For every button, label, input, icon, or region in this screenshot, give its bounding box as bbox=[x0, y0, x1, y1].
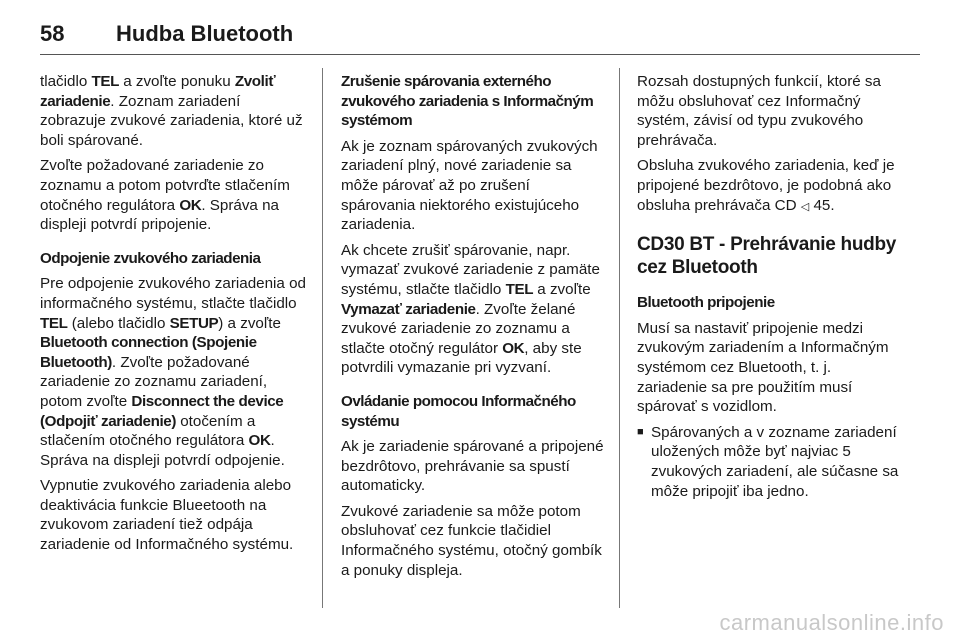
column-divider bbox=[619, 68, 620, 608]
chapter-title: Hudba Bluetooth bbox=[116, 21, 294, 46]
subheading: Zrušenie spárovania externého zvukového zariadenia s Informačným systémom bbox=[341, 73, 594, 130]
paragraph: Ak je zariadenie spárované a pripojené bezdrôtovo, prehrávanie sa spustí automaticky. bbox=[341, 438, 604, 495]
bullet-square-icon: ■ bbox=[637, 425, 644, 438]
paragraph: Ak chcete zrušiť spárovanie, napr. vymazať zvukové zariadenie z pamäte systému, stlačte tlačidlo TEL a zvoľte Vymazať zariadenie. Zvoľte želané zvukové zariadenie zo zoznamu a stlačte otočný regulátor OK, aby ste potvrdili vymazanie pri vyzvaní. bbox=[341, 241, 600, 377]
column-2 bbox=[341, 72, 607, 586]
watermark: carmanualsonline.info bbox=[719, 610, 944, 635]
paragraph: tlačidlo TEL a zvoľte ponuku Zvoliť zariadenie. Zoznam zariadení zobrazuje zvukové zariadenia, ktoré už boli spárované. bbox=[40, 73, 303, 149]
paragraph: Vypnutie zvukového zariadenia alebo deaktivácia funkcie Blueetooth na zvukovom zariadení tiež odpája zariadenie od Informačného systému. bbox=[40, 477, 294, 554]
subheading: Odpojenie zvukového zariadenia bbox=[40, 249, 261, 267]
section-title: CD30 BT - Prehrávanie hudby cez Bluetooth bbox=[637, 234, 897, 279]
column-divider bbox=[322, 68, 323, 608]
paragraph: Obsluha zvukového zariadenia, keď je pripojené bezdrôtovo, je podobná ako obsluha prehrávača CD ◁ 45. bbox=[637, 157, 895, 214]
paragraph: Rozsah dostupných funkcií, ktoré sa môžu obsluhovať cez Informačný systém, závisí od typu zvukového prehrávača. bbox=[637, 73, 881, 149]
page-reference-arrow-icon: ◁ bbox=[800, 200, 810, 213]
page-number: 58 bbox=[40, 21, 65, 46]
paragraph: Musí sa nastaviť pripojenie medzi zvukovým zariadením a Informačným systémom cez Bluetooth, t. j. zariadenie sa pre použitím musí spárovať s vozidlom. bbox=[637, 319, 889, 416]
subheading: Ovládanie pomocou Informačného systému bbox=[341, 392, 576, 430]
paragraph: Zvoľte požadované zariadenie zo zoznamu a potom potvrďte stlačením otočného regulátora OK. Správa na displeji potvrdí pripojenie. bbox=[40, 157, 290, 234]
page-header bbox=[40, 14, 920, 55]
column-1 bbox=[40, 72, 306, 561]
list-item-text: Spárovaných a v zozname zariadení uložených môže byť najviac 5 zvukových zariadení, ale súčasne sa môže pripojiť iba jedno. bbox=[651, 423, 899, 500]
column-3 bbox=[637, 72, 905, 501]
paragraph: Pre odpojenie zvukového zariadenia od informačného systému, stlačte tlačidlo TEL (alebo tlačidlo SETUP) a zvoľte Bluetooth connection (Spojenie Bluetooth). Zvoľte požadované zariadenie zo zoznamu zariadení, potom zvoľte Disconnect the device (Odpojiť zariadenie) otočením a stlačením otočného regulátora OK. Správa na displeji potvrdí odpojenie. bbox=[40, 275, 306, 469]
list-item bbox=[637, 423, 905, 501]
subheading: Bluetooth pripojenie bbox=[637, 294, 775, 312]
paragraph: Zvukové zariadenie sa môže potom obsluhovať cez funkcie tlačidiel Informačného systému, otočný gombík a ponuky displeja. bbox=[341, 502, 602, 579]
paragraph: Ak je zoznam spárovaných zvukových zariadení plný, nové zariadenie sa môže párovať až po zrušení spárovania niektorého existujúceho zariadenia. bbox=[341, 137, 598, 234]
